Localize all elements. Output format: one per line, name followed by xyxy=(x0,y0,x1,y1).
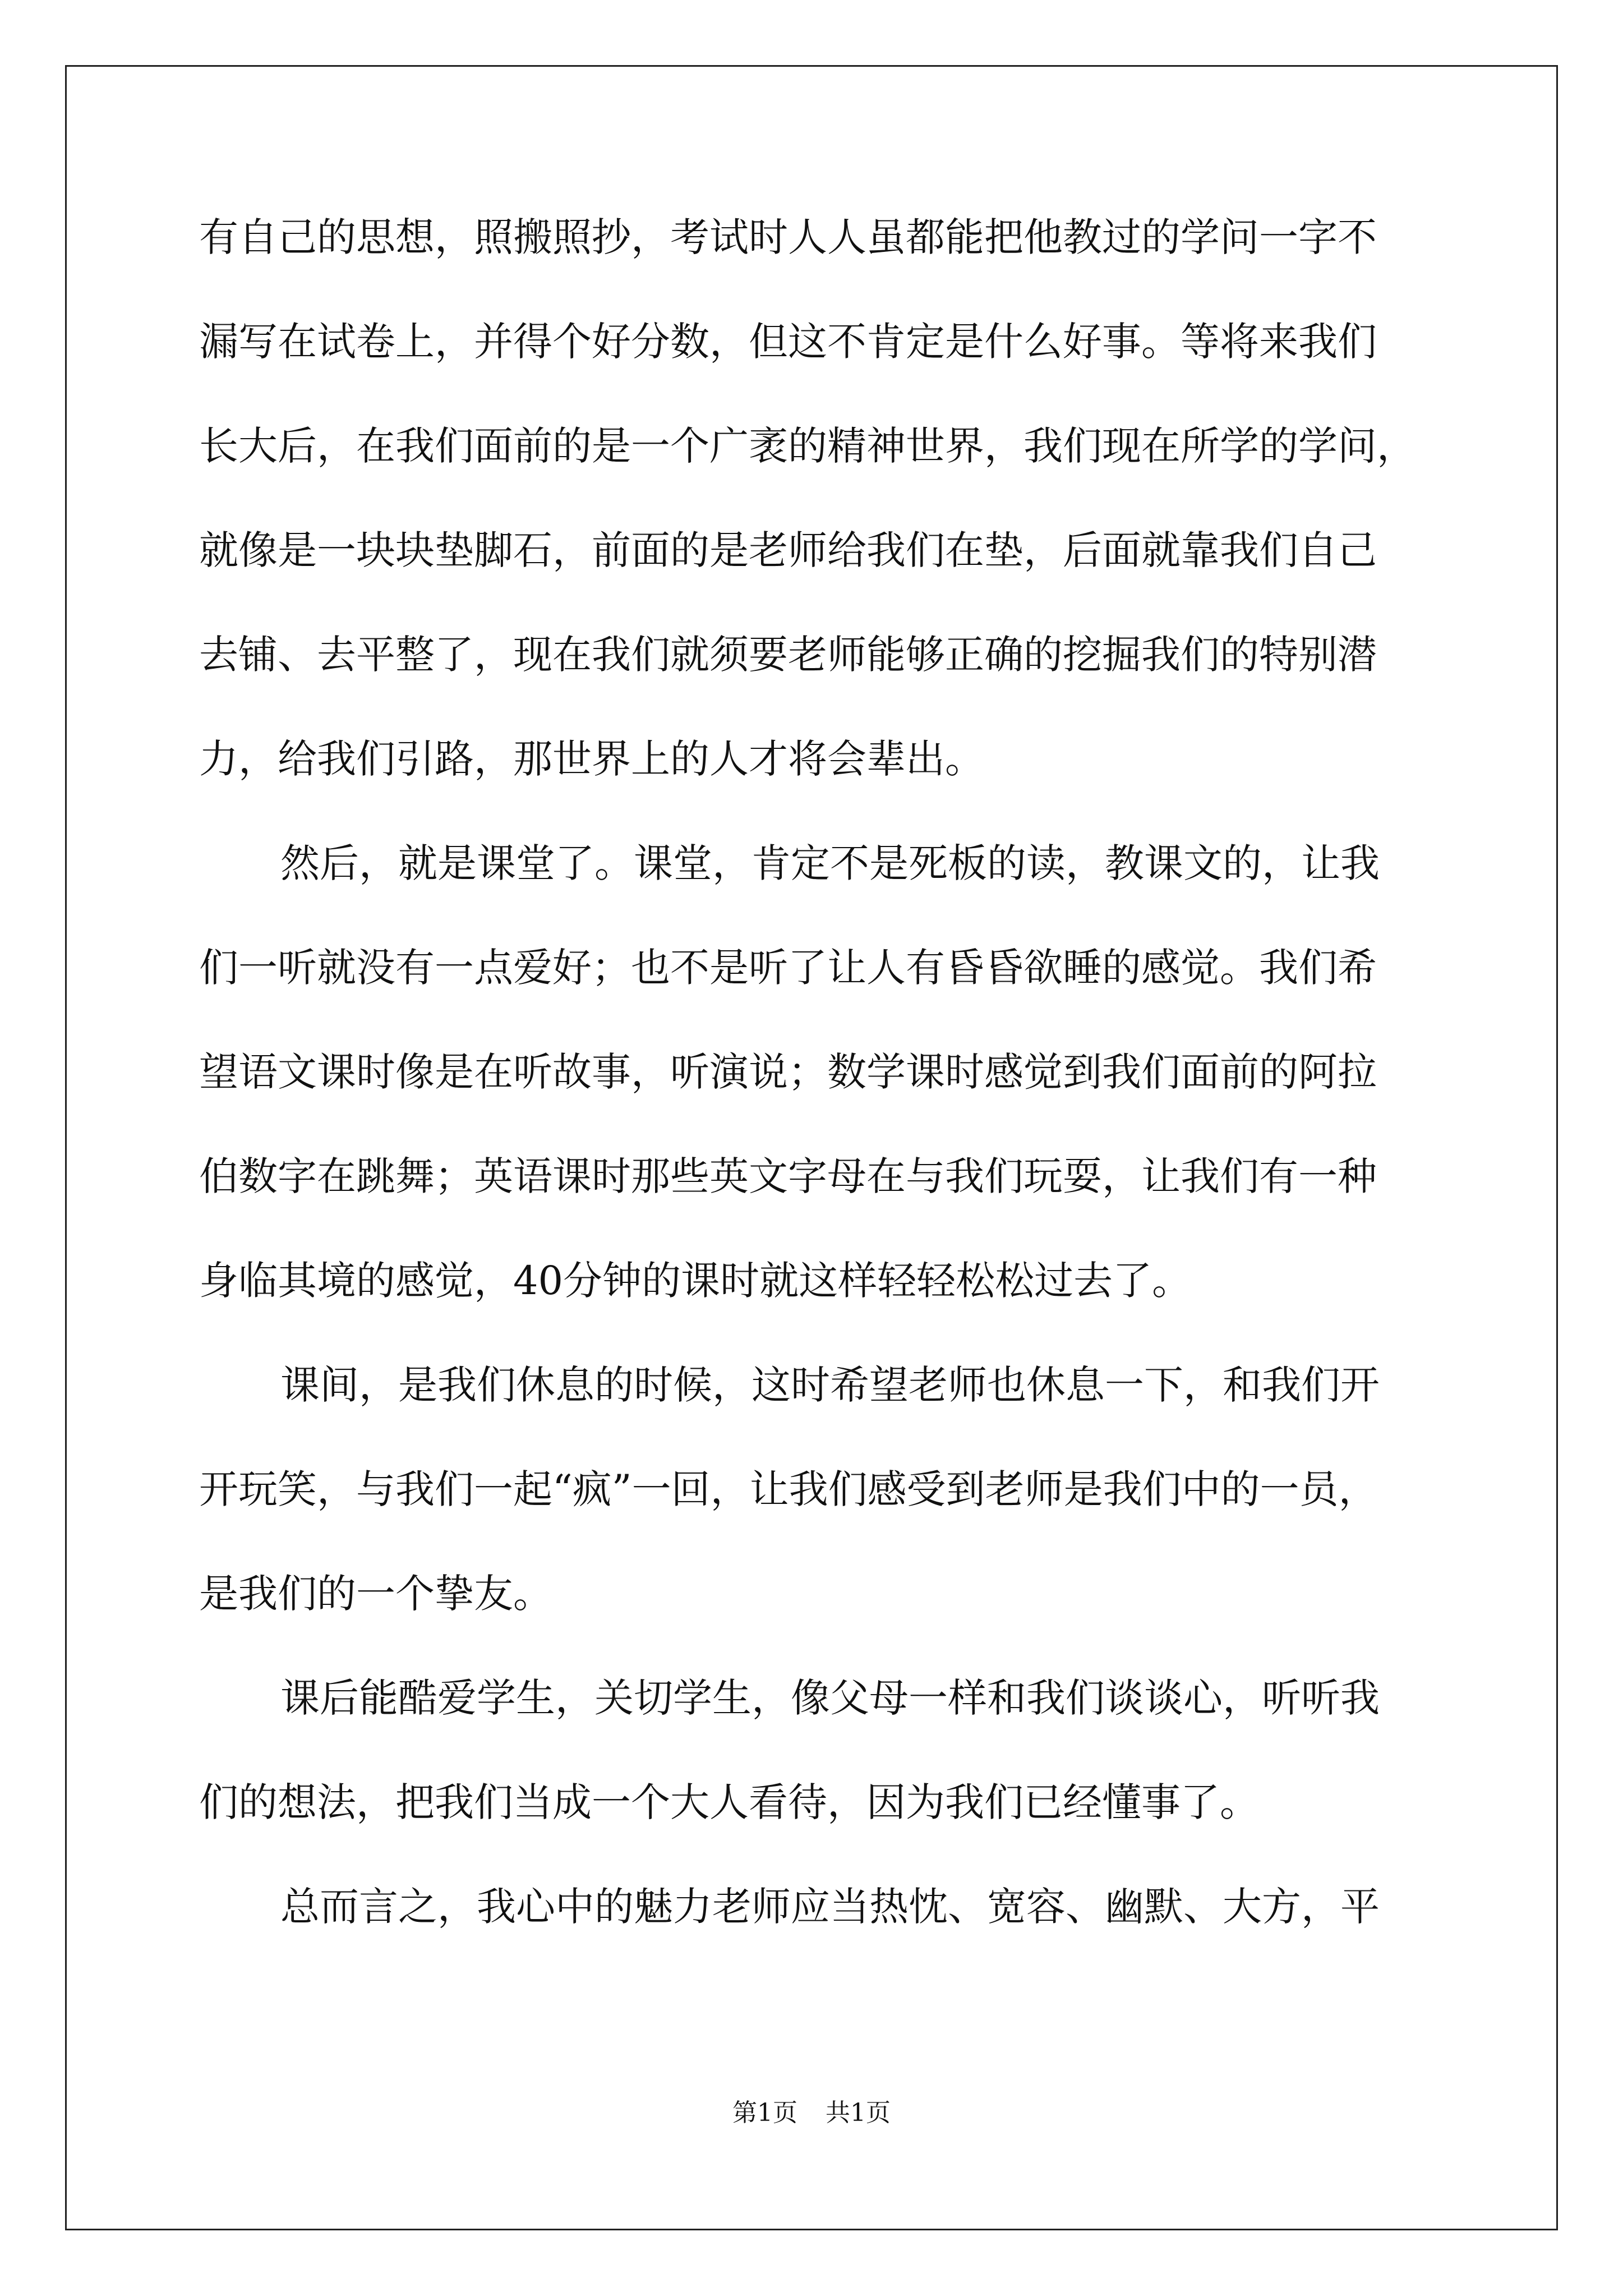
text-line: 课后能酷爱学生，关切学生，像父母一样和我们谈谈心，听听我 xyxy=(280,1675,1380,1721)
text-line: 去铺、去平整了，现在我们就须要老师能够正确的挖掘我们的特别潜 xyxy=(199,632,1377,678)
document-body xyxy=(199,214,1422,1991)
text-line: 总而言之，我心中的魅力老师应当热忱、宽容、幽默、大方，平 xyxy=(280,1884,1380,1930)
text-line: 长大后，在我们面前的是一个广袤的精神世界，我们现在所学的学问， xyxy=(199,423,1416,469)
text-line: 们的想法，把我们当成一个大人看待，因为我们已经懂事了。 xyxy=(199,1779,1259,1825)
text-line: 们一听就没有一点爱好；也不是听了让人有昏昏欲睡的感觉。我们希 xyxy=(199,945,1377,991)
text-line: 课间，是我们休息的时候，这时希望老师也休息一下，和我们开 xyxy=(280,1362,1380,1408)
page-number: 第1页 xyxy=(732,2099,797,2127)
text-line: 就像是一块块垫脚石，前面的是老师给我们在垫，后面就靠我们自己 xyxy=(199,527,1377,573)
text-line: 漏写在试卷上，并得个好分数，但这不肯定是什么好事。等将来我们 xyxy=(199,319,1377,365)
text-line: 然后，就是课堂了。课堂，肯定不是死板的读，教课文的，让我 xyxy=(280,840,1380,886)
page-total: 共1页 xyxy=(826,2099,891,2127)
text-line: 是我们的一个挚友。 xyxy=(199,1571,552,1617)
text-line: 力，给我们引路，那世界上的人才将会辈出。 xyxy=(199,736,984,782)
page-footer xyxy=(0,2092,1623,2128)
text-line: 身临其境的感觉，40分钟的课时就这样轻轻松松过去了。 xyxy=(199,1258,1192,1304)
text-line: 开玩笑，与我们一起“疯”一回，让我们感受到老师是我们中的一员， xyxy=(199,1466,1378,1512)
text-line: 伯数字在跳舞；英语课时那些英文字母在与我们玩耍，让我们有一种 xyxy=(199,1153,1377,1199)
text-line: 望语文课时像是在听故事，听演说；数学课时感觉到我们面前的阿拉 xyxy=(199,1049,1377,1095)
text-line: 有自己的思想，照搬照抄，考试时人人虽都能把他教过的学问一字不 xyxy=(199,214,1377,260)
